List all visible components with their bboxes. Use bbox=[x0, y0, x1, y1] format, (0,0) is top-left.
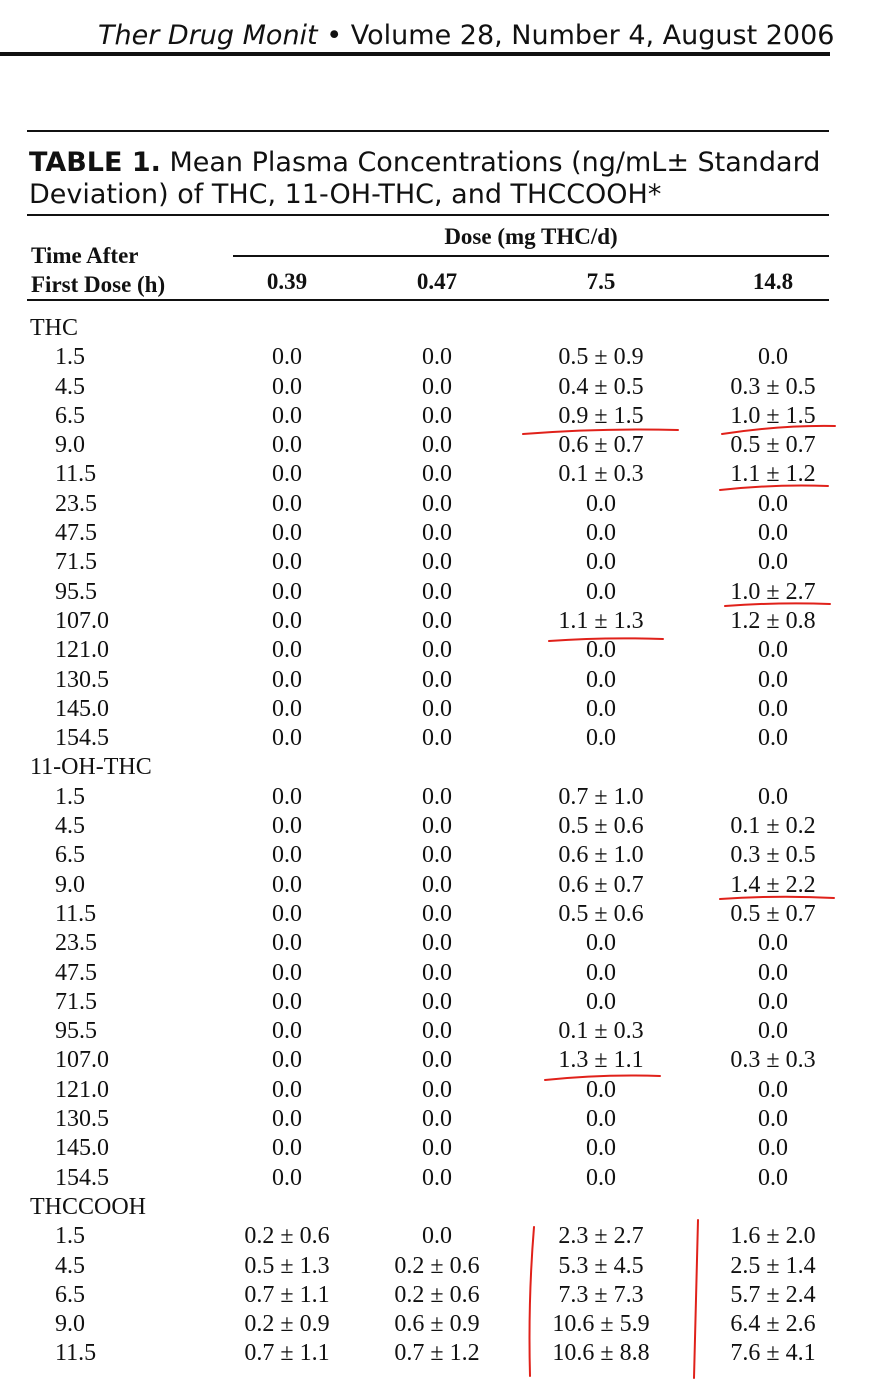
value-cell: 0.2 ± 0.6 bbox=[394, 1252, 480, 1279]
value-cell: 0.0 bbox=[272, 666, 302, 693]
table-row bbox=[0, 929, 874, 958]
value-cell: 0.0 bbox=[586, 695, 616, 722]
value-cell: 0.0 bbox=[272, 432, 302, 459]
value-cell: 0.0 bbox=[422, 725, 452, 752]
time-cell: 11.5 bbox=[55, 461, 97, 488]
value-cell: 0.0 bbox=[272, 490, 302, 517]
value-cell: 0.0 bbox=[422, 520, 452, 547]
value-cell: 0.0 bbox=[586, 988, 616, 1015]
value-cell: 0.0 bbox=[422, 842, 452, 869]
value-cell: 0.5 ± 1.3 bbox=[244, 1252, 330, 1279]
value-cell: 0.0 bbox=[586, 666, 616, 693]
value-cell: 0.0 bbox=[586, 725, 616, 752]
value-cell: 0.0 bbox=[272, 1106, 302, 1133]
time-cell: 71.5 bbox=[55, 549, 97, 576]
time-cell: 95.5 bbox=[55, 578, 97, 605]
table-row bbox=[0, 1164, 874, 1193]
value-cell: 0.0 bbox=[272, 344, 302, 371]
value-cell: 0.5 ± 0.6 bbox=[558, 813, 644, 840]
value-cell: 0.0 bbox=[758, 549, 788, 576]
value-cell: 0.0 bbox=[272, 959, 302, 986]
value-cell: 7.3 ± 7.3 bbox=[558, 1281, 644, 1308]
value-cell: 0.0 bbox=[758, 725, 788, 752]
value-cell: 0.0 bbox=[422, 1106, 452, 1133]
time-cell: 11.5 bbox=[55, 1340, 97, 1367]
value-cell: 0.0 bbox=[758, 783, 788, 810]
time-cell: 107.0 bbox=[55, 607, 109, 634]
time-cell: 95.5 bbox=[55, 1018, 97, 1045]
value-cell: 0.4 ± 0.5 bbox=[558, 373, 644, 400]
value-cell: 0.0 bbox=[272, 402, 302, 429]
value-cell: 0.0 bbox=[758, 930, 788, 957]
value-cell: 0.0 bbox=[422, 344, 452, 371]
table-row bbox=[0, 959, 874, 988]
time-cell: 154.5 bbox=[55, 725, 109, 752]
value-cell: 0.0 bbox=[586, 959, 616, 986]
value-cell: 0.3 ± 0.3 bbox=[730, 1047, 816, 1074]
time-cell: 71.5 bbox=[55, 988, 97, 1015]
value-cell: 0.0 bbox=[272, 461, 302, 488]
section-label: 11-OH-THC bbox=[30, 754, 152, 781]
dose-column-header: 14.8 bbox=[752, 269, 794, 294]
value-cell: 0.0 bbox=[758, 1106, 788, 1133]
value-cell: 0.0 bbox=[422, 666, 452, 693]
dose-column-header: 0.39 bbox=[266, 269, 308, 294]
value-cell: 2.3 ± 2.7 bbox=[558, 1223, 644, 1250]
time-cell: 47.5 bbox=[55, 520, 97, 547]
header-rule bbox=[0, 52, 830, 56]
time-cell: 1.5 bbox=[55, 783, 85, 810]
value-cell: 0.6 ± 1.0 bbox=[558, 842, 644, 869]
value-cell: 0.0 bbox=[758, 988, 788, 1015]
value-cell: 0.0 bbox=[422, 959, 452, 986]
value-cell: 0.0 bbox=[586, 1076, 616, 1103]
table-row bbox=[0, 490, 874, 519]
time-column-heading bbox=[31, 241, 165, 299]
value-cell: 0.7 ± 1.1 bbox=[244, 1281, 330, 1308]
value-cell: 0.0 bbox=[758, 1135, 788, 1162]
value-cell: 0.0 bbox=[422, 402, 452, 429]
value-cell: 0.0 bbox=[272, 520, 302, 547]
time-cell: 145.0 bbox=[55, 1135, 109, 1162]
table-row bbox=[0, 666, 874, 695]
value-cell: 0.0 bbox=[422, 813, 452, 840]
table-row bbox=[0, 1134, 874, 1163]
value-cell: 0.7 ± 1.0 bbox=[558, 783, 644, 810]
table-row bbox=[0, 1046, 874, 1075]
value-cell: 7.6 ± 4.1 bbox=[730, 1340, 816, 1367]
time-cell: 4.5 bbox=[55, 373, 85, 400]
time-heading-line2: First Dose (h) bbox=[31, 272, 166, 297]
value-cell: 0.0 bbox=[422, 1076, 452, 1103]
table-row bbox=[0, 343, 874, 372]
table-row bbox=[0, 402, 874, 431]
value-cell: 0.6 ± 0.9 bbox=[394, 1311, 480, 1338]
table-top-rule bbox=[27, 214, 829, 216]
time-cell: 9.0 bbox=[55, 1311, 85, 1338]
dose-group-rule bbox=[233, 255, 829, 257]
issue-info: Volume 28, Number 4, August 2006 bbox=[350, 20, 835, 51]
value-cell: 0.0 bbox=[422, 1223, 452, 1250]
table-row bbox=[0, 871, 874, 900]
value-cell: 0.0 bbox=[422, 988, 452, 1015]
value-cell: 0.0 bbox=[272, 813, 302, 840]
value-cell: 0.0 bbox=[272, 607, 302, 634]
value-cell: 0.0 bbox=[758, 637, 788, 664]
value-cell: 0.6 ± 0.7 bbox=[558, 871, 644, 898]
table-row bbox=[0, 1339, 874, 1368]
time-cell: 107.0 bbox=[55, 1047, 109, 1074]
table-row bbox=[0, 1105, 874, 1134]
caption-text: Mean Plasma Concentrations (ng/mL± Standard Deviation) of THC, 11-OH-THC, and THCCOOH* bbox=[29, 147, 821, 210]
value-cell: 1.0 ± 1.5 bbox=[730, 402, 816, 429]
value-cell: 1.0 ± 2.7 bbox=[730, 578, 816, 605]
value-cell: 0.0 bbox=[758, 1076, 788, 1103]
value-cell: 0.0 bbox=[272, 1164, 302, 1191]
time-cell: 130.5 bbox=[55, 1106, 109, 1133]
value-cell: 10.6 ± 5.9 bbox=[552, 1311, 650, 1338]
value-cell: 0.0 bbox=[758, 520, 788, 547]
value-cell: 0.0 bbox=[758, 695, 788, 722]
section-label: THCCOOH bbox=[30, 1193, 147, 1220]
table-row bbox=[0, 724, 874, 753]
value-cell: 0.1 ± 0.3 bbox=[558, 1018, 644, 1045]
value-cell: 0.0 bbox=[422, 930, 452, 957]
value-cell: 0.0 bbox=[586, 520, 616, 547]
time-cell: 11.5 bbox=[55, 900, 97, 927]
time-cell: 6.5 bbox=[55, 1281, 85, 1308]
value-cell: 0.0 bbox=[422, 695, 452, 722]
value-cell: 1.1 ± 1.2 bbox=[730, 461, 816, 488]
value-cell: 0.0 bbox=[272, 725, 302, 752]
time-cell: 47.5 bbox=[55, 959, 97, 986]
value-cell: 0.1 ± 0.2 bbox=[730, 813, 816, 840]
table-row bbox=[0, 1252, 874, 1281]
value-cell: 1.1 ± 1.3 bbox=[558, 607, 644, 634]
table-caption bbox=[29, 147, 829, 211]
value-cell: 0.0 bbox=[422, 373, 452, 400]
table-row bbox=[0, 695, 874, 724]
value-cell: 10.6 ± 8.8 bbox=[552, 1340, 650, 1367]
time-cell: 6.5 bbox=[55, 402, 85, 429]
value-cell: 0.0 bbox=[272, 988, 302, 1015]
running-head bbox=[98, 20, 834, 51]
value-cell: 0.0 bbox=[422, 1135, 452, 1162]
table-row bbox=[0, 607, 874, 636]
time-cell: 4.5 bbox=[55, 813, 85, 840]
value-cell: 0.5 ± 0.6 bbox=[558, 900, 644, 927]
section-heading-row bbox=[0, 753, 874, 782]
value-cell: 0.0 bbox=[272, 1135, 302, 1162]
time-cell: 1.5 bbox=[55, 344, 85, 371]
table-row bbox=[0, 1281, 874, 1310]
table-row bbox=[0, 1222, 874, 1251]
table-row bbox=[0, 636, 874, 665]
table-row bbox=[0, 812, 874, 841]
value-cell: 0.0 bbox=[586, 930, 616, 957]
value-cell: 2.5 ± 1.4 bbox=[730, 1252, 816, 1279]
section-label: THC bbox=[30, 315, 78, 341]
value-cell: 1.2 ± 0.8 bbox=[730, 607, 816, 634]
table-body bbox=[0, 314, 874, 1369]
value-cell: 0.0 bbox=[422, 490, 452, 517]
value-cell: 0.0 bbox=[586, 578, 616, 605]
value-cell: 5.3 ± 4.5 bbox=[558, 1252, 644, 1279]
value-cell: 0.1 ± 0.3 bbox=[558, 461, 644, 488]
table-row bbox=[0, 900, 874, 929]
value-cell: 0.0 bbox=[758, 666, 788, 693]
dose-group-heading: Dose (mg THC/d) bbox=[444, 224, 618, 249]
value-cell: 0.0 bbox=[422, 871, 452, 898]
value-cell: 0.6 ± 0.7 bbox=[558, 432, 644, 459]
table-row bbox=[0, 373, 874, 402]
time-cell: 9.0 bbox=[55, 432, 85, 459]
table-row bbox=[0, 431, 874, 460]
section-heading-row bbox=[0, 314, 874, 343]
caption-top-rule bbox=[27, 130, 829, 132]
table-row bbox=[0, 460, 874, 489]
table-row bbox=[0, 519, 874, 548]
value-cell: 0.3 ± 0.5 bbox=[730, 842, 816, 869]
table-row bbox=[0, 988, 874, 1017]
value-cell: 0.0 bbox=[272, 1076, 302, 1103]
time-cell: 9.0 bbox=[55, 871, 85, 898]
value-cell: 1.4 ± 2.2 bbox=[730, 871, 816, 898]
time-cell: 121.0 bbox=[55, 637, 109, 664]
value-cell: 0.5 ± 0.7 bbox=[730, 432, 816, 459]
table-row bbox=[0, 841, 874, 870]
value-cell: 0.0 bbox=[422, 1047, 452, 1074]
value-cell: 0.0 bbox=[422, 549, 452, 576]
table-header-rule bbox=[27, 299, 829, 301]
value-cell: 0.0 bbox=[272, 930, 302, 957]
time-cell: 23.5 bbox=[55, 930, 97, 957]
value-cell: 0.0 bbox=[422, 461, 452, 488]
value-cell: 0.0 bbox=[272, 549, 302, 576]
time-cell: 154.5 bbox=[55, 1164, 109, 1191]
value-cell: 0.0 bbox=[422, 578, 452, 605]
value-cell: 0.2 ± 0.6 bbox=[244, 1223, 330, 1250]
value-cell: 0.0 bbox=[586, 549, 616, 576]
value-cell: 0.5 ± 0.7 bbox=[730, 900, 816, 927]
value-cell: 5.7 ± 2.4 bbox=[730, 1281, 816, 1308]
value-cell: 0.0 bbox=[586, 637, 616, 664]
time-cell: 6.5 bbox=[55, 842, 85, 869]
table-row bbox=[0, 548, 874, 577]
value-cell: 0.0 bbox=[422, 1164, 452, 1191]
value-cell: 0.0 bbox=[586, 1106, 616, 1133]
value-cell: 0.0 bbox=[586, 1164, 616, 1191]
value-cell: 0.0 bbox=[422, 637, 452, 664]
time-cell: 23.5 bbox=[55, 490, 97, 517]
value-cell: 0.0 bbox=[586, 1135, 616, 1162]
value-cell: 0.0 bbox=[758, 490, 788, 517]
value-cell: 0.0 bbox=[422, 783, 452, 810]
table-row bbox=[0, 1076, 874, 1105]
value-cell: 0.0 bbox=[272, 900, 302, 927]
value-cell: 0.3 ± 0.5 bbox=[730, 373, 816, 400]
value-cell: 0.0 bbox=[272, 637, 302, 664]
value-cell: 0.0 bbox=[272, 842, 302, 869]
value-cell: 0.0 bbox=[272, 578, 302, 605]
value-cell: 0.2 ± 0.9 bbox=[244, 1311, 330, 1338]
value-cell: 0.0 bbox=[272, 1047, 302, 1074]
dose-column-header: 0.47 bbox=[416, 269, 458, 294]
value-cell: 0.0 bbox=[272, 1018, 302, 1045]
value-cell: 0.0 bbox=[422, 1018, 452, 1045]
table-row bbox=[0, 578, 874, 607]
value-cell: 0.9 ± 1.5 bbox=[558, 402, 644, 429]
value-cell: 0.0 bbox=[422, 900, 452, 927]
table-row bbox=[0, 783, 874, 812]
time-cell: 121.0 bbox=[55, 1076, 109, 1103]
time-cell: 130.5 bbox=[55, 666, 109, 693]
section-heading-row bbox=[0, 1193, 874, 1222]
value-cell: 0.7 ± 1.2 bbox=[394, 1340, 480, 1367]
value-cell: 0.7 ± 1.1 bbox=[244, 1340, 330, 1367]
value-cell: 0.0 bbox=[758, 1018, 788, 1045]
time-cell: 4.5 bbox=[55, 1252, 85, 1279]
value-cell: 0.0 bbox=[272, 871, 302, 898]
journal-name: Ther Drug Monit bbox=[98, 20, 318, 51]
time-heading-line1: Time After bbox=[31, 243, 139, 268]
value-cell: 0.0 bbox=[272, 373, 302, 400]
value-cell: 0.0 bbox=[586, 490, 616, 517]
time-cell: 145.0 bbox=[55, 695, 109, 722]
value-cell: 0.0 bbox=[422, 432, 452, 459]
value-cell: 6.4 ± 2.6 bbox=[730, 1311, 816, 1338]
value-cell: 1.6 ± 2.0 bbox=[730, 1223, 816, 1250]
value-cell: 0.2 ± 0.6 bbox=[394, 1281, 480, 1308]
value-cell: 1.3 ± 1.1 bbox=[558, 1047, 644, 1074]
table-row bbox=[0, 1017, 874, 1046]
table-row bbox=[0, 1310, 874, 1339]
value-cell: 0.0 bbox=[758, 959, 788, 986]
caption-label: TABLE 1. bbox=[29, 147, 161, 178]
value-cell: 0.0 bbox=[758, 1164, 788, 1191]
time-cell: 1.5 bbox=[55, 1223, 85, 1250]
value-cell: 0.0 bbox=[758, 344, 788, 371]
value-cell: 0.0 bbox=[272, 695, 302, 722]
value-cell: 0.0 bbox=[272, 783, 302, 810]
value-cell: 0.0 bbox=[422, 607, 452, 634]
bullet: • bbox=[326, 20, 343, 51]
value-cell: 0.5 ± 0.9 bbox=[558, 344, 644, 371]
dose-column-header: 7.5 bbox=[586, 269, 616, 294]
